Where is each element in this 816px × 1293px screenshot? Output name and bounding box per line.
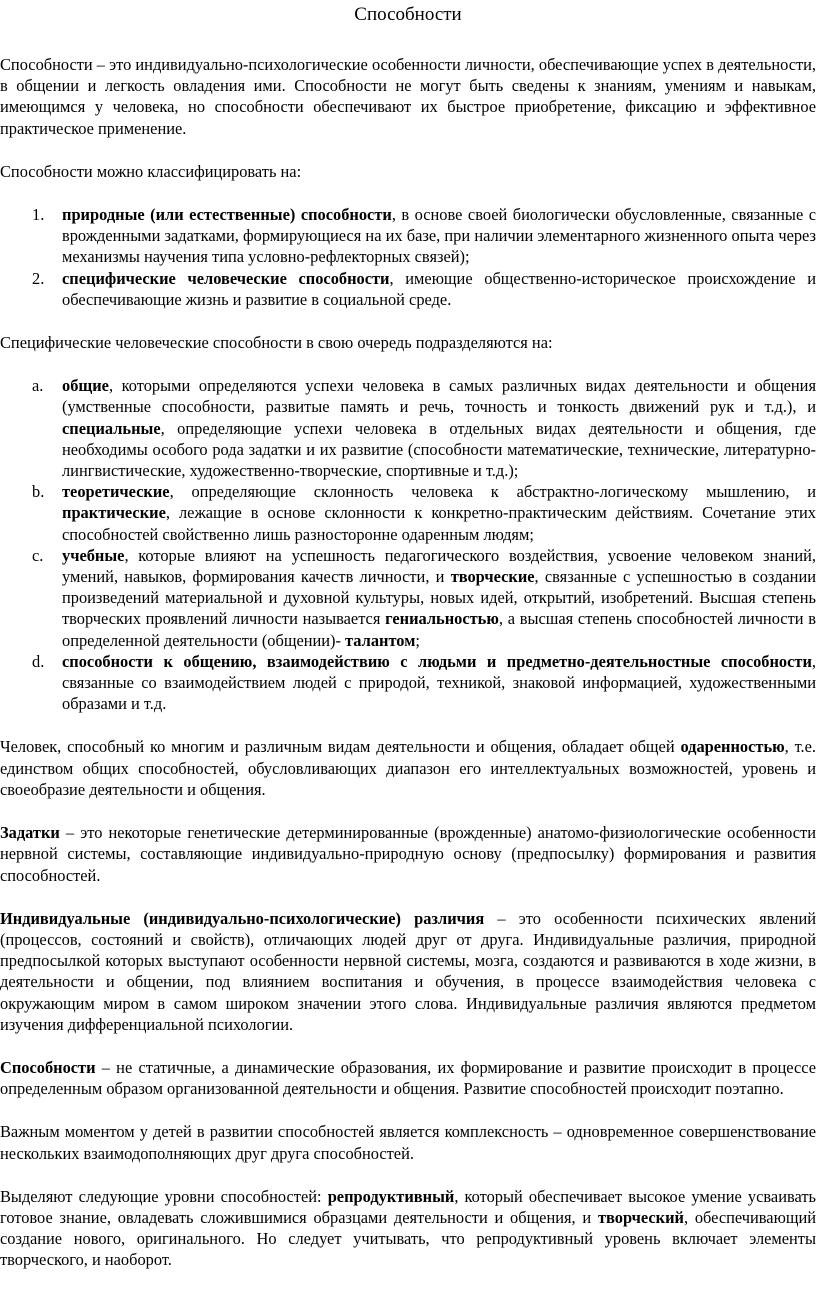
item-text: ; [415,630,420,650]
text-run: Человек, способный ко многим и различным видам деятельности и общения, обладает общей [0,737,681,757]
list-item [0,545,816,651]
text-run: , обеспечивающий создание нового, оригинального. Но следует учитывать, что репродуктивный уровень включает элементы творческого, и наоборот. [0,1207,816,1270]
classification-list [0,204,816,310]
bold-term: практические [62,503,166,523]
bold-term: Задатки [0,823,60,843]
bold-term: одаренностью [680,737,785,757]
bold-term: специфические человеческие способности [62,268,390,288]
paragraph-inclinations [0,822,816,886]
paragraph-individual-differences [0,908,816,1035]
paragraph-subdivision-intro: Специфические человеческие способности в свою очередь подразделяются на: [0,333,553,353]
text-run: , который обеспечивает высокое умение усваивать готовое знание, овладевать сложившимися образцами деятельности и общения, и [0,1186,816,1227]
paragraph-classification-intro: Способности можно классифицировать на: [0,161,302,181]
bold-term: специальные [62,418,161,438]
list-item [0,268,816,310]
item-text: , определяющие склонность человека к абстрактно-логическому мышлению, и [169,482,816,502]
paragraph-definition: Способности – это индивидуально-психологические особенности личности, обеспечивающие успех в деятельности, в общении и легкость овладения ими. Способности не могут быть сведены к знаниям, умениям и навыкам, имеющимся у человека, но способности обеспечивают их быстрое приобретение, фиксацию и эффективное практическое применение. [0,55,816,138]
list-marker: c. [32,545,44,565]
item-text: , а высшая степень способностей личности в определенной деятельности (общении)- [62,609,816,650]
item-text: , связанные со взаимодействием людей с природой, техникой, знаковой информацией, художественными образами и т.д. [62,651,816,714]
list-item [0,204,816,268]
item-text: , имеющие общественно-историческое происхождение и обеспечивающие жизнь и развитие в социальной среде. [62,268,816,309]
subdivision-list [0,375,816,714]
text-run: – не статичные, а динамические образования, их формирование и развитие происходит в процессе определенным образом организованной деятельности и общения. Развитие способностей происходит поэтапно. [0,1057,816,1099]
item-text: , лежащие в основе склонности к конкретно-практическим действиям. Сочетание этих способностей свойственно лишь разносторонне одаренным людям; [62,503,816,544]
bold-term: способности к общению, взаимодействию с людьми и предметно-деятельностные способности [62,651,812,671]
paragraph-levels [0,1186,816,1271]
text-run: Выделяют следующие уровни способностей: [0,1186,328,1206]
item-text: , в основе своей биологически обусловленные, связанные с врожденными задатками, формирующиеся на их базе, при наличии элементарного жизненного опыта через механизмы научения типа условно-рефлекторных связей); [62,205,816,267]
paragraph-giftedness [0,736,816,800]
list-marker: b. [32,482,45,502]
list-marker: 2. [32,268,45,288]
page-title: Способности [354,4,462,25]
item-text: , которыми определяются успехи человека в самых различных видах деятельности и общения (умственные способности, развитые память и речь, точность и тонкость движений рук и т.д.), и [62,376,816,417]
item-text: , определяющие успехи человека в отдельных видах деятельности и общения, где необходимы особого рода задатки и их развитие (способности математические, технические, литературно-лингвистические, художественно-творческие, спортивные и т.д.); [62,418,816,481]
list-item [0,481,816,545]
list-marker: 1. [32,205,45,225]
bold-term: творческие [450,567,535,587]
bold-term: гениальностью [385,609,499,629]
text-run: – это некоторые генетические детерминированные (врожденные) анатомо-физиологические особенности нервной системы, составляющие индивидуально-природную основу (предпосылку) формирования и развития способностей. [0,823,816,885]
text-run: – это особенности психических явлений (процессов, состояний и свойств), отличающих людей друг от друга. Индивидуальные различия, природной предпосылкой которых выступают особенности нервной системы, мозга, создаются и развиваются в ходе жизни, в деятельности и общении, под влиянием воспитания и обучения, в процессе взаимодействия человека с окружающим миром в самом широком значении этого слова. Индивидуальные различия являются предметом изучения дифференциальной психологии. [0,908,816,1034]
bold-term: теоретические [62,482,170,502]
paragraph-dynamics [0,1057,816,1099]
bold-term: Индивидуальные (индивидуально-психологические) различия [0,908,485,928]
bold-term: общие [62,376,109,396]
paragraph-complexity: Важным моментом у детей в развитии способностей является комплексность – одновременное совершенствование нескольких взаимодополняющих друг друга способностей. [0,1122,816,1163]
item-text: , которые влияют на успешность педагогического воздействия, усвоение человеком знаний, умений, навыков, формирования качеств личности, и [62,545,816,587]
bold-term: Способности [0,1057,96,1077]
bold-term: природные (или естественные) способности [62,205,392,225]
list-item [0,651,816,715]
list-item [0,375,816,481]
list-marker: d. [32,651,45,671]
bold-term: репродуктивный [327,1186,455,1206]
list-marker: a. [32,376,44,396]
text-run: , т.е. единством общих способностей, обусловливающих диапазон его интеллектуальных возможностей, уровень и своеобразие деятельности и общения. [0,737,816,799]
item-text: , связанные с успешностью в создании произведений материальной и духовной культуры, новых идей, открытий, изобретений. Высшая степень творческих проявлений личности называется [62,567,816,629]
bold-term: учебные [62,545,125,565]
bold-term: творческий [597,1207,684,1227]
bold-term: талантом [345,630,416,650]
